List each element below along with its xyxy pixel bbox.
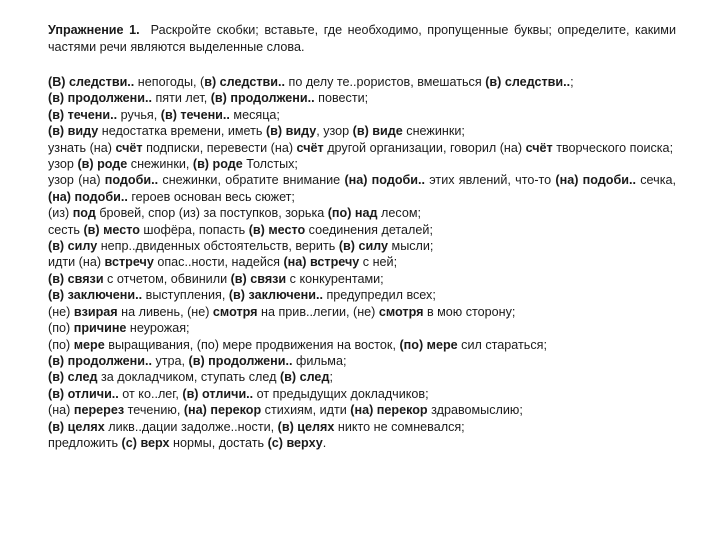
exercise-title: Упражнение 1.	[48, 23, 140, 37]
highlighted-word: счёт	[115, 140, 143, 155]
line-text: ручья,	[117, 107, 161, 122]
highlighted-word: (в) продолжени..	[48, 353, 152, 368]
highlighted-word: счёт	[296, 140, 324, 155]
exercise-line	[48, 287, 676, 303]
line-text: от предыдущих докладчиков;	[253, 386, 429, 401]
exercise-line	[48, 74, 676, 90]
line-text: узор (на)	[48, 173, 105, 188]
highlighted-word: (на) подоби..	[344, 173, 426, 188]
line-text: сечка,	[636, 173, 676, 188]
highlighted-word: (в) течени..	[160, 107, 230, 122]
highlighted-word: (в) продолжени..	[48, 91, 152, 106]
highlighted-word: (в) отличи..	[182, 386, 254, 401]
highlighted-word: встречу	[104, 255, 154, 270]
highlighted-word: (в) роде	[77, 157, 128, 172]
line-text: узор	[48, 157, 78, 172]
line-text: от ко..лег,	[118, 386, 183, 401]
highlighted-word: (в) связи	[48, 271, 104, 286]
highlighted-word: (в) заключени..	[228, 288, 323, 303]
line-text: недостатка времени, иметь	[98, 124, 266, 139]
exercise-line	[48, 90, 676, 106]
line-text: выступления,	[142, 288, 229, 303]
exercise-line	[48, 172, 676, 205]
exercise-line	[48, 107, 676, 123]
highlighted-word: (в) виде	[352, 124, 403, 139]
highlighted-word: (в) след	[279, 370, 330, 385]
line-text: лесом;	[377, 206, 421, 221]
line-text: узнать (на)	[48, 140, 116, 155]
exercise-line	[48, 386, 676, 402]
highlighted-word: (в) место	[248, 222, 306, 237]
line-text: утра,	[151, 353, 189, 368]
highlighted-word: (в) виду	[48, 124, 99, 139]
line-text: другой организации, говорил (на)	[323, 140, 526, 155]
line-text: снежинки;	[402, 124, 465, 139]
line-text: подписки, перевести (на)	[142, 140, 297, 155]
line-text: сесть	[48, 222, 84, 237]
exercise-header	[48, 22, 676, 56]
highlighted-word: (на) встречу	[283, 255, 360, 270]
highlighted-word: (на) подоби..	[555, 173, 636, 188]
line-text: творческого поиска;	[552, 140, 674, 155]
line-text: с конкурентами;	[286, 271, 384, 286]
exercise-line	[48, 238, 676, 254]
line-text: снежинки, обратите внимание	[158, 173, 345, 188]
highlighted-word: (в) целях	[48, 419, 105, 434]
highlighted-word: мере	[73, 337, 105, 352]
line-text: на прив..легии, (не)	[257, 304, 379, 319]
highlighted-word: в) следстви..	[204, 75, 285, 89]
highlighted-word: (в) связи	[230, 271, 287, 286]
exercise-line	[48, 140, 676, 156]
highlighted-word: (по) мере	[399, 337, 458, 352]
exercise-instructions: Раскройте скобки; вставьте, где необходимо, пропущенные буквы; определите, какими частями речи являются выделенные слова.	[48, 23, 676, 54]
exercise-line	[48, 320, 676, 336]
line-text: с ней;	[359, 255, 398, 270]
line-text: ликв..дации задолже..ности,	[104, 419, 278, 434]
line-text: идти (на)	[48, 255, 105, 270]
line-text: нормы, достать	[169, 435, 268, 450]
exercise-line	[48, 222, 676, 238]
line-text: с отчетом, обвинили	[103, 271, 231, 286]
line-text: (не)	[48, 304, 74, 319]
highlighted-word: счёт	[525, 140, 553, 155]
line-text: бровей, спор (из) за поступков, зорька	[95, 206, 328, 221]
line-text: повести;	[314, 91, 369, 106]
exercise-line	[48, 156, 676, 172]
line-text: предложить	[48, 435, 122, 450]
exercise-line	[48, 337, 676, 353]
highlighted-word: перерез	[73, 403, 125, 418]
highlighted-word: (в) место	[83, 222, 140, 237]
line-text: этих явлений, что-то	[425, 173, 556, 188]
highlighted-word: (в) следстви..	[485, 75, 571, 89]
line-text: за докладчиком, ступать след	[97, 370, 280, 385]
line-text: пяти лет,	[151, 91, 211, 106]
line-text: снежинки,	[127, 157, 193, 172]
exercise-lines	[48, 74, 676, 451]
line-text: сил стараться;	[457, 337, 547, 352]
highlighted-word: (в) силу	[48, 239, 98, 254]
highlighted-word: (В) следстви..	[48, 75, 135, 89]
highlighted-word: (в) течени..	[48, 107, 118, 122]
exercise-line	[48, 419, 676, 435]
exercise-line	[48, 271, 676, 287]
line-text: героев основан весь сюжет;	[127, 189, 295, 204]
line-text: Толстых;	[242, 157, 298, 172]
line-text: шофёра, попасть	[139, 222, 249, 237]
line-text: ;	[329, 370, 333, 385]
line-text: (на)	[48, 403, 74, 418]
line-text: мысли;	[388, 239, 434, 254]
line-text: здравомыслию;	[427, 403, 523, 418]
highlighted-word: (в) продолжени..	[210, 91, 315, 106]
highlighted-word: (в) роде	[192, 157, 243, 172]
line-text: в мою сторону;	[423, 304, 516, 319]
highlighted-word: (с) верх	[121, 435, 170, 450]
highlighted-word: (по) над	[327, 206, 378, 221]
line-text: , узор	[316, 124, 353, 139]
highlighted-word: (на) подоби..	[48, 189, 128, 204]
exercise-line	[48, 369, 676, 385]
line-text: стихиям, идти	[261, 403, 351, 418]
line-text: фильма;	[292, 353, 347, 368]
highlighted-word: причине	[73, 321, 127, 336]
line-text: непогоды, (	[134, 75, 205, 89]
highlighted-word: взирая	[73, 304, 118, 319]
highlighted-word: (на) перекор	[183, 403, 262, 418]
highlighted-word: (в) целях	[277, 419, 335, 434]
exercise-line	[48, 304, 676, 320]
line-text: (из)	[48, 206, 73, 221]
line-text: неурожая;	[126, 321, 190, 336]
highlighted-word: (в) продолжени..	[188, 353, 293, 368]
highlighted-word: (с) верху	[267, 435, 323, 450]
highlighted-word: смотря	[378, 304, 424, 319]
line-text: .	[322, 435, 327, 450]
line-text: (по)	[48, 321, 74, 336]
line-text: (по)	[48, 337, 74, 352]
line-text: месяца;	[229, 107, 280, 122]
exercise-line	[48, 435, 676, 451]
exercise-line	[48, 402, 676, 418]
line-text: ;	[570, 75, 574, 89]
exercise-line	[48, 205, 676, 221]
line-text: по делу те..рористов, вмешаться	[285, 75, 486, 89]
line-text: никто не сомневался;	[334, 419, 465, 434]
line-text: непр..двиденных обстоятельств, верить	[97, 239, 339, 254]
highlighted-word: (в) силу	[338, 239, 389, 254]
highlighted-word: (в) виду	[265, 124, 317, 139]
line-text: опас..ности, надейся	[153, 255, 284, 270]
highlighted-word: (в) заключени..	[48, 288, 143, 303]
line-text: на ливень, (не)	[117, 304, 213, 319]
exercise-line	[48, 254, 676, 270]
exercise-line	[48, 123, 676, 139]
highlighted-word: подоби..	[104, 173, 159, 188]
line-text: течению,	[124, 403, 184, 418]
highlighted-word: (в) отличи..	[48, 386, 119, 401]
line-text: выращивания, (по) мере продвижения на восток,	[104, 337, 400, 352]
line-text: предупредил всех;	[322, 288, 436, 303]
highlighted-word: смотря	[212, 304, 258, 319]
line-text: соединения деталей;	[305, 222, 433, 237]
highlighted-word: (в) след	[48, 370, 98, 385]
highlighted-word: под	[72, 206, 96, 221]
highlighted-word: (на) перекор	[350, 403, 428, 418]
exercise-line	[48, 353, 676, 369]
